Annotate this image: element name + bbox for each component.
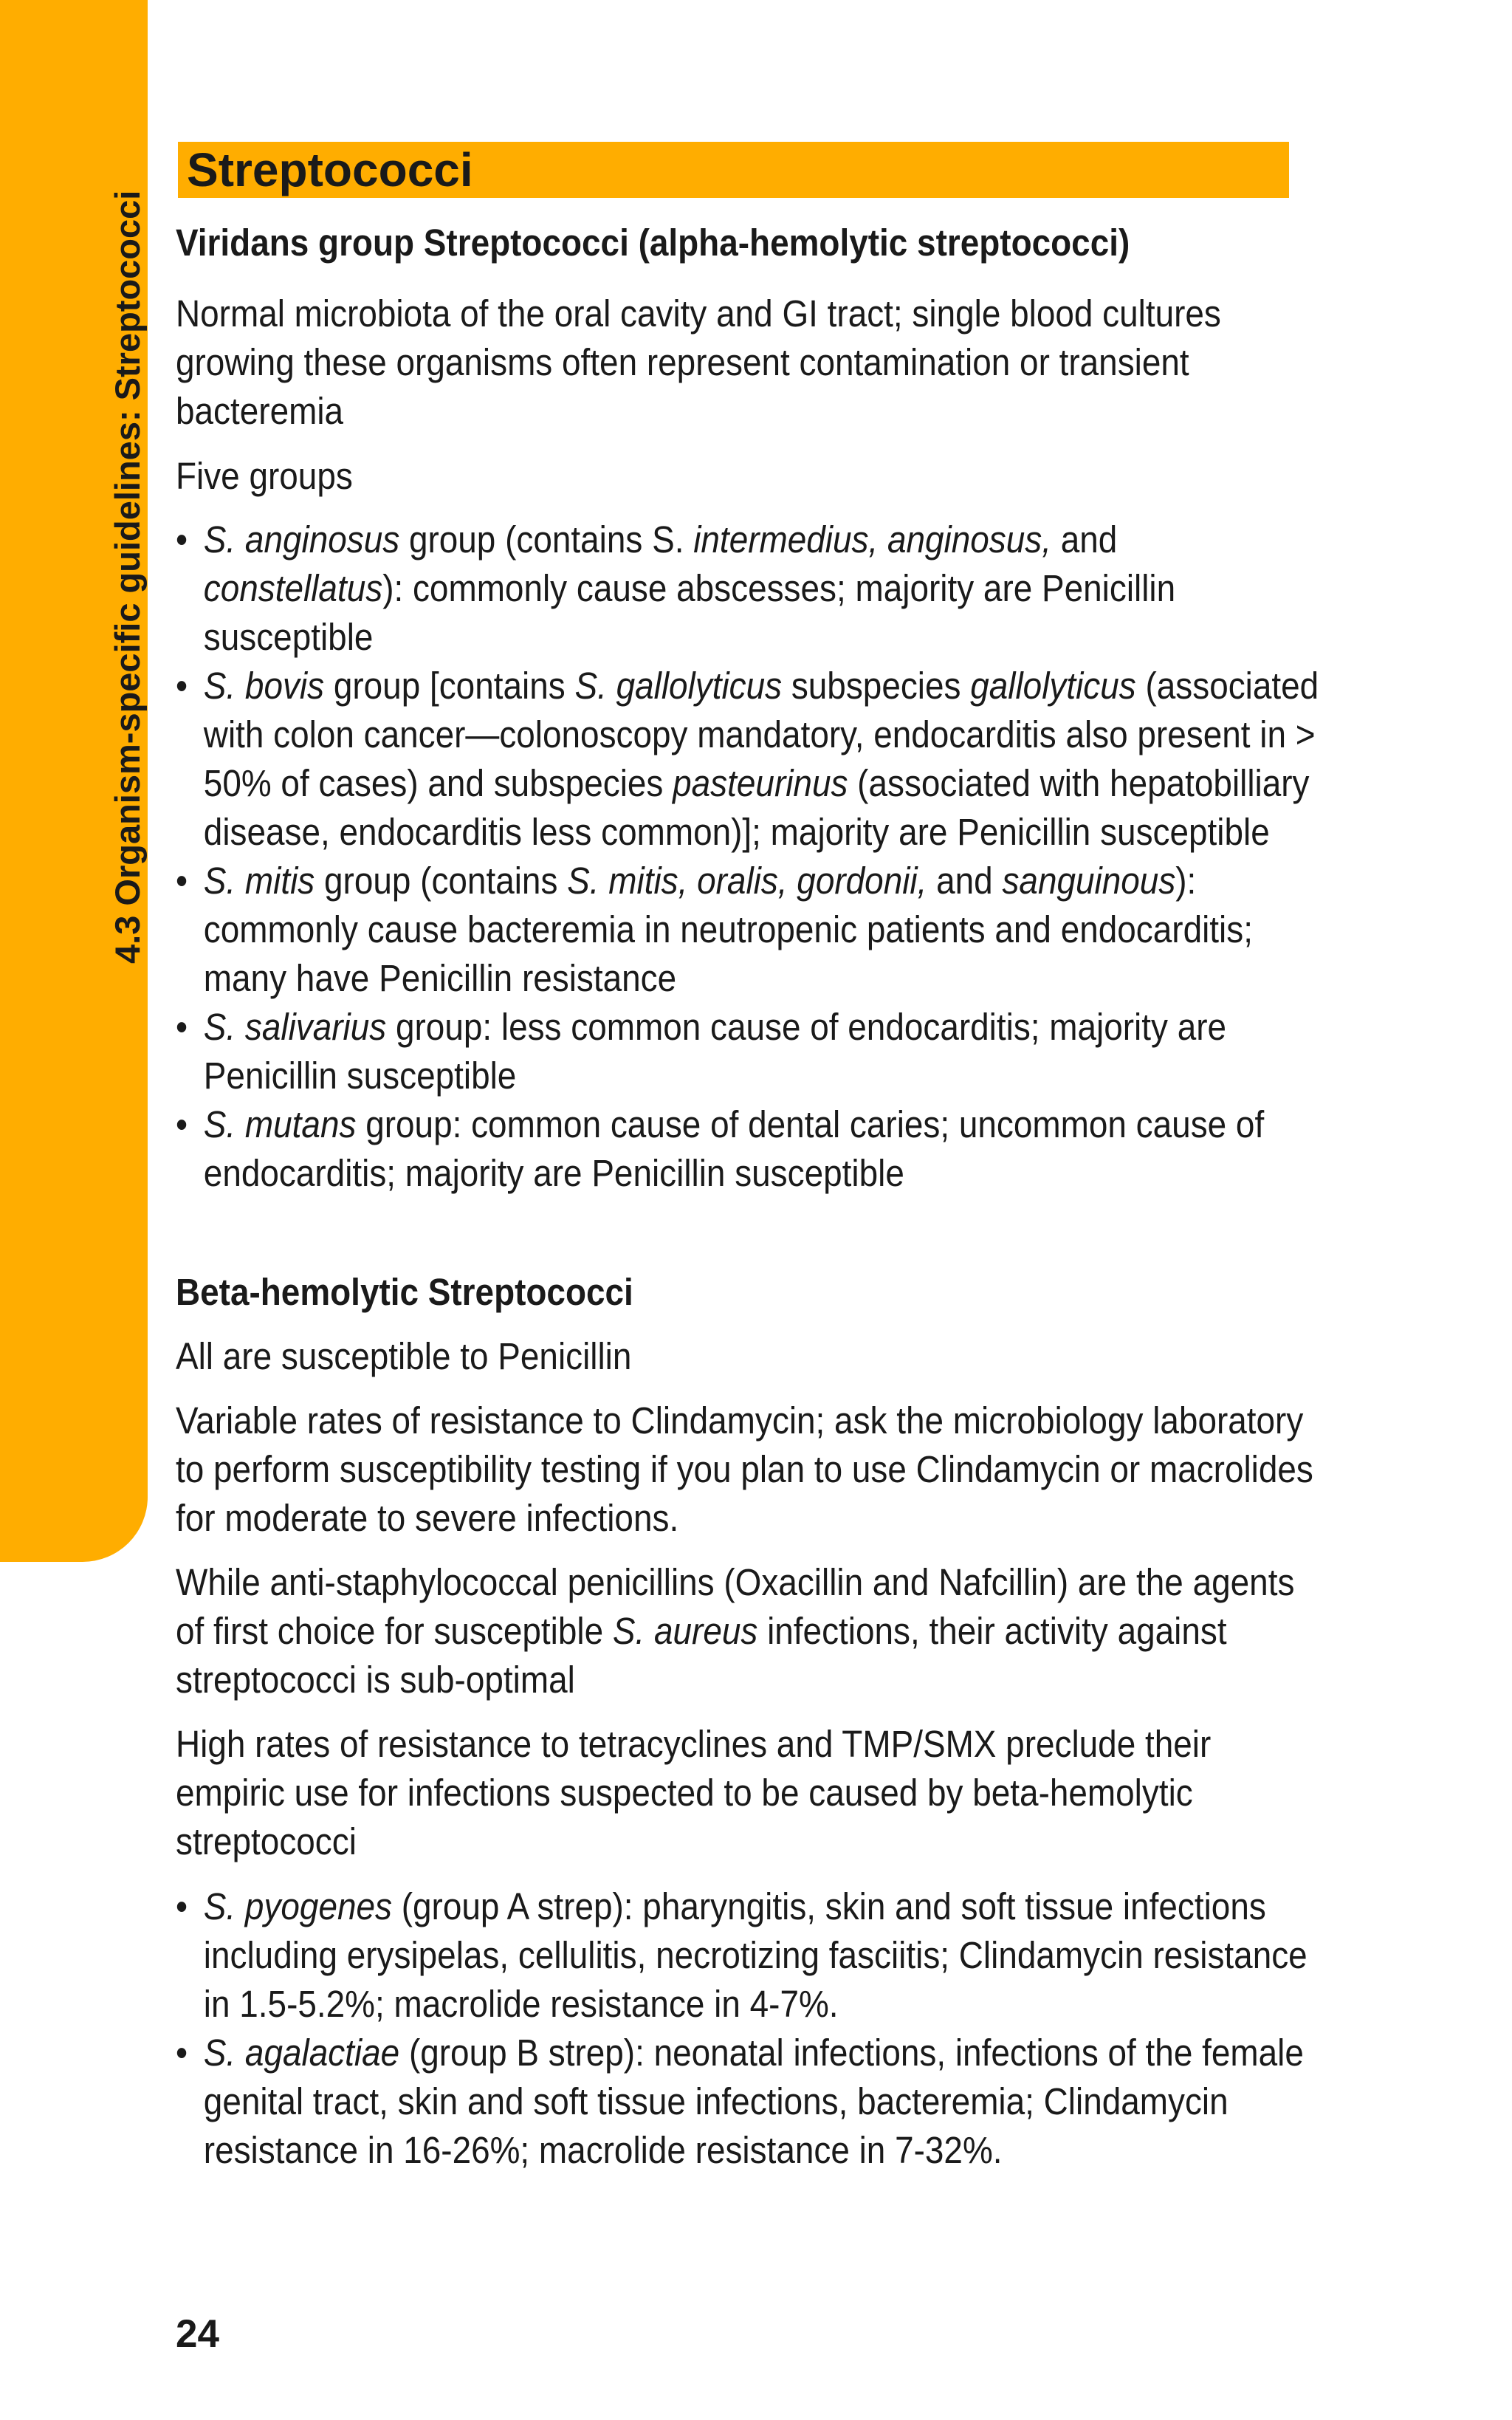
- text-run: group (contains: [315, 860, 568, 902]
- italic-text: S. pyogenes: [203, 1885, 392, 1927]
- text-run: (associated with colon cancer—colonoscopy mandatory, endocarditis also present in > 50% of cases) and subspecies: [203, 665, 1319, 804]
- five-groups-label: Five groups: [176, 455, 353, 497]
- beta-p1: All are susceptible to Penicillin: [176, 1335, 632, 1377]
- page-number: 24: [176, 2312, 219, 2356]
- beta-p4: High rates of resistance to tetracyclines and TMP/SMX preclude their empiric use for infections suspected to be caused by beta-hemolytic streptococci: [176, 1723, 1212, 1862]
- viridans-heading: Viridans group Streptococci (alpha-hemolytic streptococci): [176, 222, 1130, 264]
- italic-text: sanguinous: [1002, 860, 1176, 902]
- beta-heading: Beta-hemolytic Streptococci: [176, 1271, 633, 1313]
- section-title: Streptococci: [178, 142, 1289, 198]
- side-tab: [0, 0, 148, 1562]
- text-run: (associated with hepatobilliary disease, endocarditis less common)]; majority are Penicillin susceptible: [203, 762, 1310, 853]
- viridans-group-list: [176, 515, 1325, 1198]
- italic-text: S. mutans: [203, 1103, 357, 1145]
- italic-text: S. bovis: [203, 665, 325, 707]
- text-run: (group A strep): pharyngitis, skin and soft tissue infections including erysipelas, cellulitis, necrotizing fasciitis; Clindamycin resistance in 1.5-5.2%; macrolide resistance in 4-7%.: [203, 1885, 1307, 2025]
- viridans-intro: Normal microbiota of the oral cavity and GI tract; single blood cultures growing these organisms often represent contamination or transient bacteremia: [176, 292, 1221, 432]
- italic-text: intermedius, anginosus,: [693, 518, 1051, 561]
- text-run: ): commonly cause bacteremia in neutropenic patients and endocarditis; many have Penicillin resistance: [203, 860, 1253, 999]
- italic-text: constellatus: [203, 567, 383, 609]
- italic-text: S. mitis: [203, 860, 315, 902]
- text-run: group: less common cause of endocarditis; majority are Penicillin susceptible: [203, 1006, 1227, 1097]
- text-run: group: common cause of dental caries; uncommon cause of endocarditis; majority are Penicillin susceptible: [203, 1103, 1265, 1194]
- text-run: and: [1051, 518, 1118, 561]
- beta-species-list: [176, 1882, 1325, 2175]
- text-run: (group B strep): neonatal infections, infections of the female genital tract, skin and soft tissue infections, bacteremia; Clindamycin resistance in 16-26%; macrolide resistance in 7-32%.: [203, 2032, 1304, 2171]
- italic-text: gallolyticus: [970, 665, 1136, 707]
- list-item: [176, 857, 1325, 1003]
- list-item: [176, 662, 1325, 857]
- italic-text: S. gallolyticus: [574, 665, 783, 707]
- list-item: [176, 1882, 1325, 2029]
- list-item: [176, 1003, 1325, 1100]
- text-run: group [contains: [324, 665, 575, 707]
- text-run: ): commonly cause abscesses; majority are Penicillin susceptible: [203, 567, 1176, 658]
- beta-p3: [176, 1558, 1325, 1704]
- text-run: group (contains S.: [399, 518, 694, 561]
- italic-text: pasteurinus: [673, 762, 848, 804]
- text-run: subspecies: [782, 665, 971, 707]
- text-run: While anti-staphylococcal penicillins (Oxacillin and Nafcillin) are the agents of first choice for susceptible: [176, 1561, 1295, 1652]
- list-item: [176, 1100, 1325, 1198]
- italic-text: S. anginosus: [203, 518, 400, 561]
- text-run: infections, their activity against streptococci is sub-optimal: [176, 1610, 1227, 1701]
- italic-text: S. aureus: [612, 1610, 758, 1652]
- beta-p2: Variable rates of resistance to Clindamycin; ask the microbiology laboratory to perform susceptibility testing if you plan to use Clindamycin or macrolides for moderate to severe infections.: [176, 1399, 1313, 1539]
- italic-text: S. agalactiae: [203, 2032, 400, 2074]
- italic-text: S. salivarius: [203, 1006, 387, 1048]
- text-run: and: [927, 860, 1003, 902]
- list-item: [176, 2029, 1325, 2175]
- list-item: [176, 515, 1325, 662]
- side-tab-label: 4.3 Organism-specific guidelines: Streptococci: [108, 190, 147, 964]
- italic-text: S. mitis, oralis, gordonii,: [567, 860, 927, 902]
